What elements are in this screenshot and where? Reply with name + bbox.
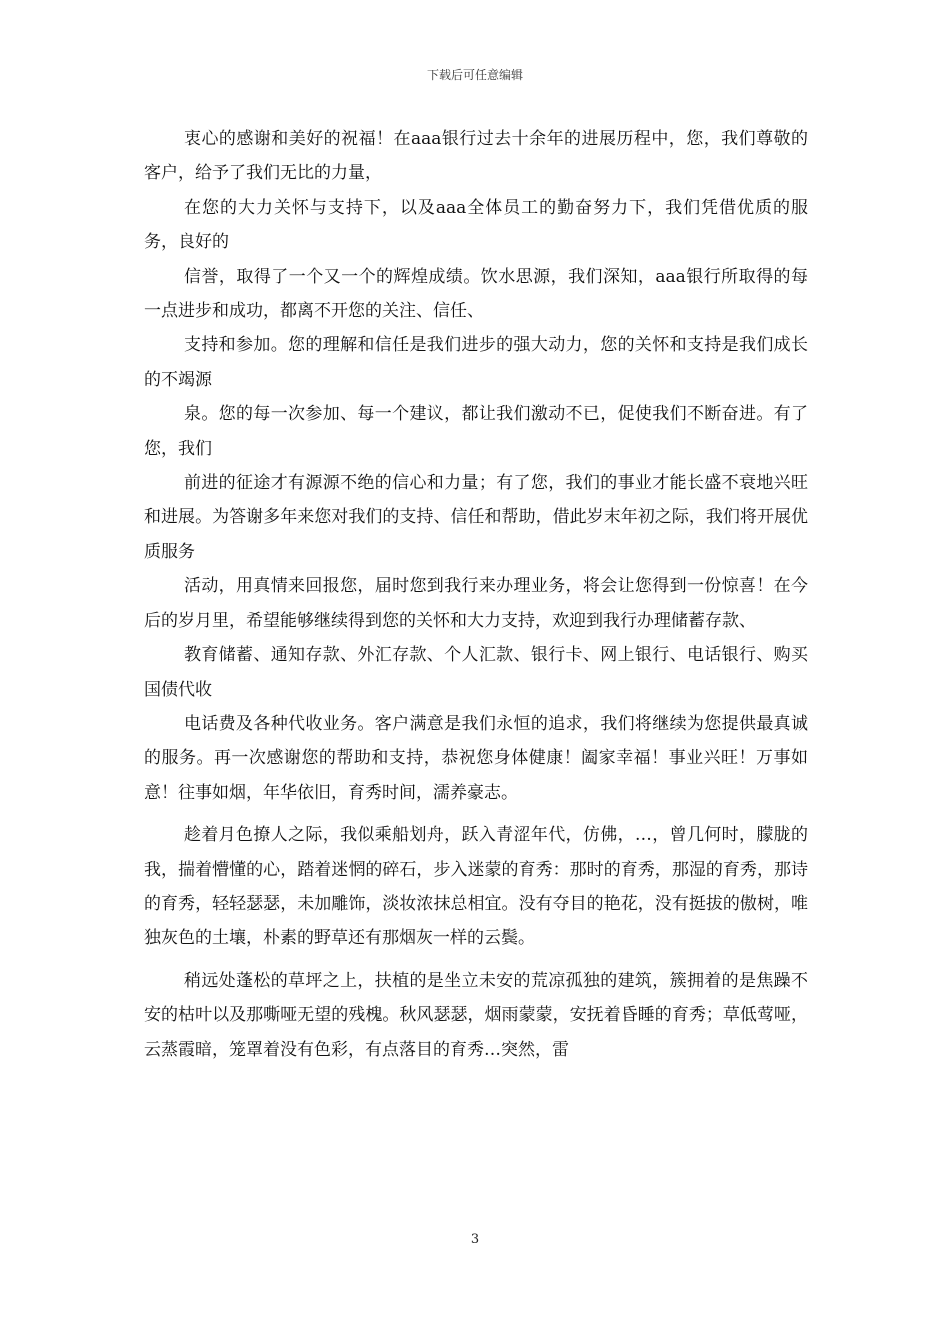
paragraph: 稍远处蓬松的草坪之上，扶植的是坐立未安的荒凉孤独的建筑，簇拥着的是焦躁不安的枯叶以及那嘶哑无望的残槐。秋风瑟瑟，烟雨蒙蒙，安抚着昏睡的育秀；草低莺哑，云蒸霞暗，笼罩着没有色彩，有点落目的育秀…突然，雷 [144,970,808,1060]
paragraph: 泉。您的每一次参加、每一个建议，都让我们激动不已，促使我们不断奋进。有了您，我们 [144,404,808,459]
paragraph: 教育储蓄、通知存款、外汇存款、个人汇款、银行卡、网上银行、电话银行、购买国债代收 [144,645,808,700]
paragraph: 活动，用真情来回报您，届时您到我行来办理业务，将会让您得到一份惊喜！在今后的岁月里，希望能够继续得到您的关怀和大力支持，欢迎到我行办理储蓄存款、 [144,576,808,631]
paragraph: 前进的征途才有源源不绝的信心和力量；有了您，我们的事业才能长盛不衰地兴旺和进展。为答谢多年来您对我们的支持、信任和帮助，借此岁末年初之际，我们将开展优质服务 [144,473,808,562]
page-header: 下载后可任意编辑 [426,68,523,82]
paragraph: 衷心的感谢和美好的祝福！在aaa银行过去十余年的进展历程中，您，我们尊敬的客户，给予了我们无比的力量， [144,129,808,184]
document-body [144,122,808,1067]
page-number: 3 [470,1232,480,1247]
paragraph: 在您的大力关怀与支持下，以及aaa全体员工的勤奋努力下，我们凭借优质的服务，良好的 [144,197,808,253]
paragraph: 电话费及各种代收业务。客户满意是我们永恒的追求，我们将继续为您提供最真诚的服务。再一次感谢您的帮助和支持，恭祝您身体健康！阖家幸福！事业兴旺！万事如意！往事如烟，年华依旧，育秀时间，濡养豪志。 [144,713,808,803]
paragraph: 支持和参加。您的理解和信任是我们进步的强大动力，您的关怀和支持是我们成长的不竭源 [144,335,808,390]
paragraph: 信誉，取得了一个又一个的辉煌成绩。饮水思源，我们深知，aaa银行所取得的每一点进步和成功，都离不开您的关注、信任、 [144,266,808,322]
paragraph: 趁着月色撩人之际，我似乘船划舟，跃入青涩年代，仿佛，…，曾几何时，朦胧的我，揣着懵懂的心，踏着迷惘的碎石，步入迷蒙的育秀：那时的育秀，那湿的育秀，那诗的育秀，轻轻瑟瑟，未加雕饰，淡妆浓抹总相宜。没有夺目的艳花，没有挺拔的傲树，唯独灰色的土壤，朴素的野草还有那烟灰一样的云鬓。 [144,825,808,949]
